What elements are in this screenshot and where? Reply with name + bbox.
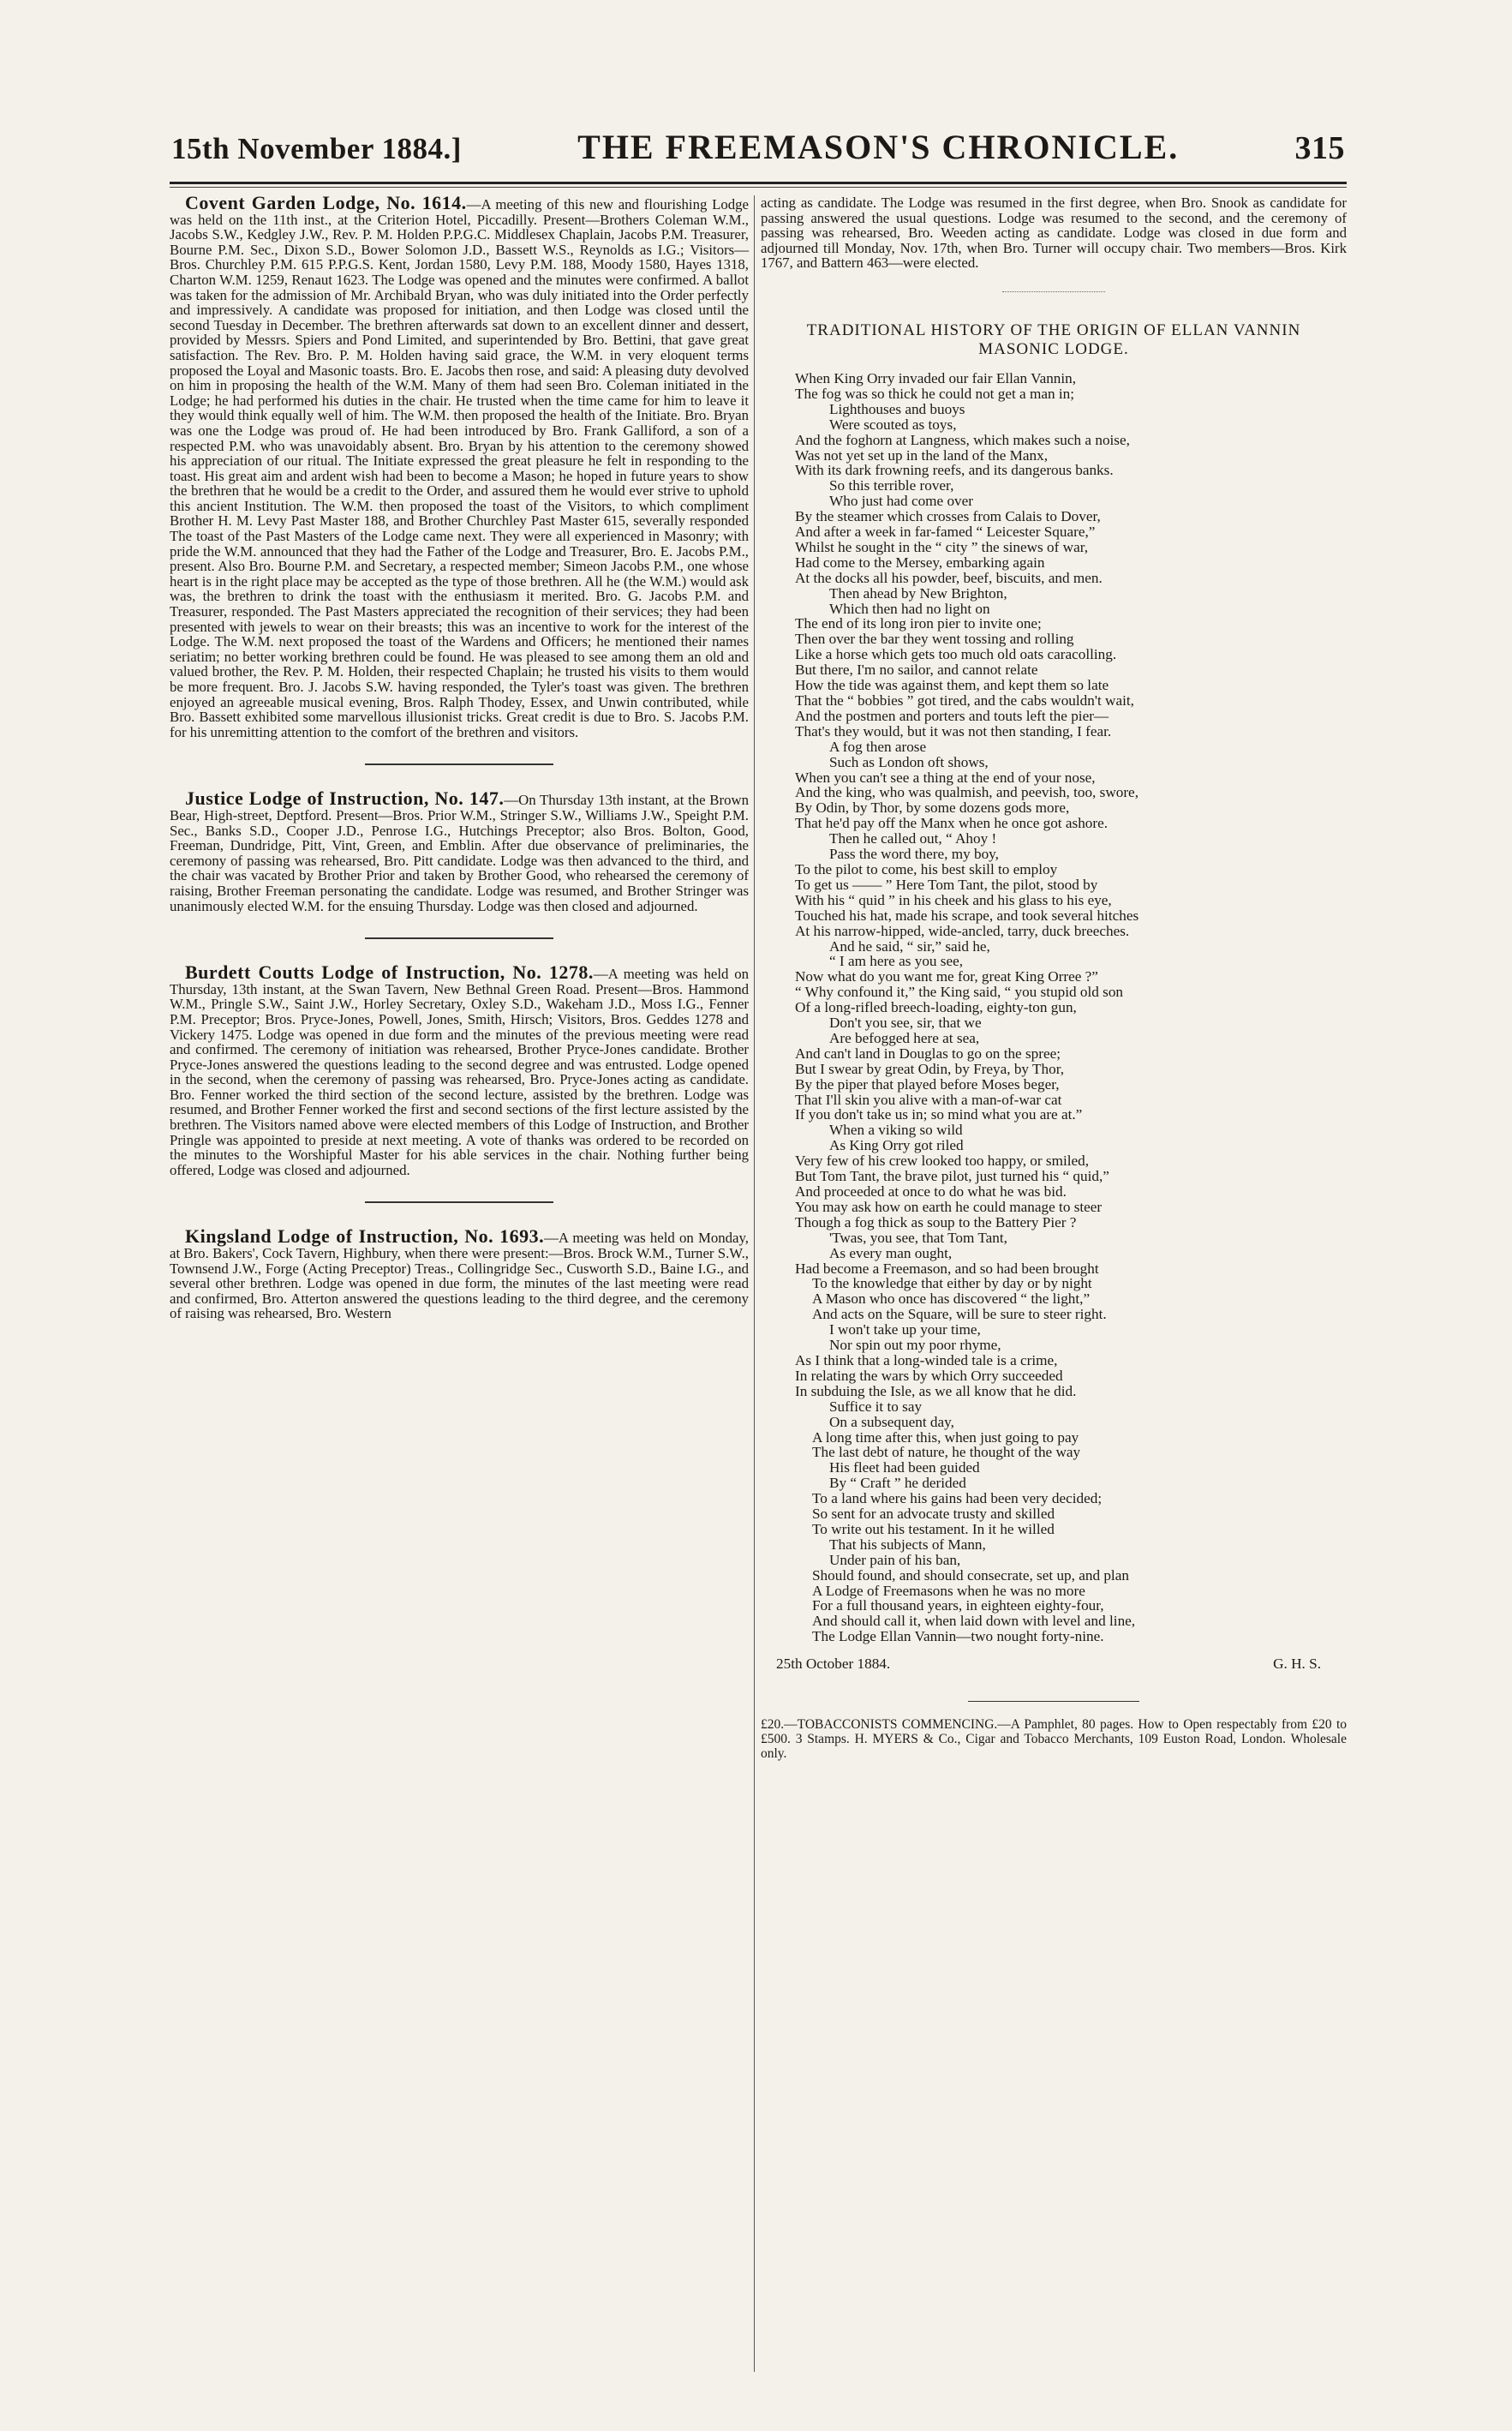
poem-line: Such as London oft shows, [829,753,989,770]
poem-line: Had become a Freemason, and so had been brought [795,1260,1099,1277]
poem-line: A Mason who once has discovered “ the light,” [812,1290,1091,1308]
poem-line: Though a fog thick as soup to the Battery Pier ? [795,1213,1077,1230]
masthead-rule [170,182,1347,184]
poem-line: As King Orry got riled [829,1137,964,1154]
poem-line: Then he called out, “ Ahoy ! [829,830,997,847]
poem-line: The last debt of nature, he thought of the way [812,1444,1081,1461]
article-body: acting as candidate. The Lodge was resumed in the first degree, when Bro. Snook as candidate for passing answered the usual questions. Lodge was resumed to the second, and the ceremony of passing was rehearsed, Bro. Weeden acting as candidate. Lodge was closed in due form and adjourned till Monday, Nov. 17th, when Bro. Turner will occupy chair. Two members—Bros. Kirk 1767, and Battern 463—were elected. [761,195,1347,272]
poem-line: Under pain of his ban, [829,1551,961,1568]
poem-line: That the “ bobbies ” got tired, and the cabs wouldn't wait, [795,692,1134,709]
masthead [171,127,1345,175]
poem-line: But there, I'm no sailor, and cannot relate [795,662,1038,679]
poem-line: “ I am here as you see, [829,953,964,970]
poem-line: Don't you see, sir, that we [829,1015,982,1032]
poem-line: When a viking so wild [829,1122,963,1139]
left-column [170,192,749,1322]
publication-title: THE FREEMASON'S CHRONICLE. [577,128,1180,166]
poem-line: And proceeded at once to do what he was bid. [795,1183,1067,1200]
poem-line: That's they would, but it was not then standing, I fear. [795,722,1112,739]
poem-line: On a subsequent day, [829,1413,954,1430]
article-burdett-coutts [170,961,749,1178]
article-body: —A meeting of this new and flourishing Lodge was held on the 11th inst., at the Criterion Hotel, Piccadilly. Present—Brothers Coleman W.M., Jacobs S.W., Kedgley J.W., Rev. P. M. Holden P.P.G.C. Middlesex Chaplain, Jacobs P.M. Treasurer, Bourne P.M. Sec., Dixon S.D., Bower Solomon J.D., Bassett W.S., Reynolds as I.G.; Visitors—Bros. Churchley P.M. 615 P.P.G.S. Kent, Jordan 1580, Levy P.M. 188, Moody 1580, Hayes 1318, Charton W.M. 1259, Renaut 1623. The Lodge was opened and the minutes were confirmed. A ballot was taken for the admission of Mr. Archibald Bryan, who was duly initiated into the Order perfectly and impressively. A candidate was proposed for initiation, and then Lodge was closed until the second Tuesday in December. The brethren afterwards sat down to an excellent dinner and dessert, provided by Messrs. Spiers and Pond Limited, and superintended by Bro. Bettini, that gave great satisfaction. The Rev. Bro. P. M. Holden having said grace, the W.M. in very eloquent terms proposed the Loyal and Masonic toasts. Bro. E. Jacobs then rose, and said: A pleasing duty devolved on him in proposing the health of the W.M. Many of them had seen Bro. Coleman initiated in the Lodge; he had performed his duties in the chair. He trusted when the time came for him to leave it they would think equally well of him. The W.M. then proposed the health of the Initiate. Bro. Bryan was one the Lodge was proud of. He had been introduced by Bro. Frank Galliford, a son of a respected P.M. who was unavoidably absent. Bro. Bryan by his attention to the ceremony showed his appreciation of our ritual. The Initiate expressed the great pleasure he felt in responding to the toast. His great aim and ardent wish had been to become a Mason; he hoped in future years to show the brethren that he would be a credit to the Order, and assured them he would ever strive to uphold this ancient Institution. The W.M. then proposed the toast of the Visitors, to which compliment Brother H. M. Levy Past Master 188, and Brother Churchley Past Master 615, severally responded The toast of the Past Masters of the Lodge came next. They were all experienced in Masonry; with pride the W.M. announced that they had the Father of the Lodge and Treasurer, Bro. E. Jacobs P.M., present. Also Bro. Bourne P.M. and Secretary, a respected member; Simeon Jacobs P.M., one whose heart is in the right place may be accepted as the type of those brethren. All he (the W.M.) would ask was, the brethren to drink the toast with the enthusiasm it merited. Bro. G. Jacobs P.M. and Treasurer, responded. The Past Masters appreciated the recognition of their services; they had been presented with jewels to wear on their breasts; this was an incentive to work for the interest of the Lodge. The W.M. next proposed the toast of the Wardens and Officers; he mentioned their names seriatim; no better working brethren could be found. He was pleased to see among them an old and valued brother, the Rev. P. M. Holden, their respected Chaplain; he trusted his visits to them would be more frequent. Bro. J. Jacobs S.W. having responded, the Tyler's toast was given. The brethren enjoyed an agreeable musical evening, Bros. Ralph Thodey, Essex, and Unwin contributed, while Bro. Bassett exhibited some marvellous illusionist tricks. Great credit is due to Bro. S. Jacobs P.M. for his unremitting attention to the comfort of the brethren and visitors. [170,196,749,740]
poem-line: The Lodge Ellan Vannin—two nought forty-nine. [812,1628,1104,1645]
poem-line: Which then had no light on [829,600,990,617]
poem-line: And the king, who was qualmish, and peevish, too, swore, [795,784,1138,801]
page-number: 315 [1294,130,1345,166]
poem-line: To the pilot to come, his best skill to employ [795,860,1058,877]
poem-title: TRADITIONAL HISTORY OF THE ORIGIN OF ELLAN VANNIN MASONIC LODGE. [806,320,1301,358]
poem-line: For a full thousand years, in eighteen eighty-four, [812,1597,1104,1614]
section-divider [365,763,553,765]
article-headline: Kingsland Lodge of Instruction, No. 1693. [185,1225,545,1248]
poem-signoff [776,1656,1321,1672]
poem-line: So sent for an advocate trusty and skilled [812,1506,1055,1523]
poem-line: That his subjects of Mann, [829,1536,986,1553]
article-headline: Burdett Coutts Lodge of Instruction, No. 1278. [185,961,594,984]
poem-line: At his narrow-hipped, wide-ancled, tarry, duck breeches. [795,922,1130,939]
poem-line: To the knowledge that either by day or by night [812,1275,1092,1292]
section-divider [365,1201,553,1203]
poem-line: How the tide was against them, and kept them so late [795,677,1109,694]
poem-line: But I swear by great Odin, by Freya, by Thor, [795,1060,1065,1077]
poem-line: A long time after this, when just going to pay [812,1428,1079,1446]
poem-line: So this terrible rover, [829,477,954,494]
article-kingsland-continued [761,195,1347,271]
poem-line: 'Twas, you see, that Tom Tant, [829,1229,1007,1246]
poem-line: With his “ quid ” in his cheek and his glass to his eye, [795,891,1112,908]
poem-line: At the docks all his powder, beef, biscuits, and men. [795,569,1103,586]
poem-line: Should found, and should consecrate, set up, and plan [812,1566,1129,1584]
poem-date: 25th October 1884. [776,1656,891,1673]
poem-line: “ Why confound it,” the King said, “ you stupid old son [795,984,1124,1001]
poem-line: Whilst he sought in the “ city ” the sinews of war, [795,538,1089,555]
poem-line: As I think that a long-winded tale is a crime, [795,1351,1058,1368]
poem-line: By the piper that played before Moses beger, [795,1075,1060,1093]
section-divider [1002,291,1105,292]
poem-line: Lighthouses and buoys [829,400,965,417]
poem-line: By the steamer which crosses from Calais to Dover, [795,508,1101,525]
poem-line: And the postmen and porters and touts left the pier— [795,707,1109,724]
poem-line: Had come to the Mersey, embarking again [795,554,1045,571]
article-headline: Justice Lodge of Instruction, No. 147. [185,787,505,810]
column-divider [754,195,755,2372]
article-headline: Covent Garden Lodge, No. 1614. [185,192,467,213]
poem-line: And he said, “ sir,” said he, [829,937,990,955]
article-kingsland [170,1225,749,1322]
masthead-rule-thin [170,187,1347,188]
poem-line: When you can't see a thing at the end of your nose, [795,769,1096,786]
poem-line: In subduing the Isle, as we all know that he did. [795,1382,1077,1399]
poem-line: Nor spin out my poor rhyme, [829,1337,1001,1354]
poem-line: And should call it, when laid down with level and line, [812,1613,1136,1630]
poem-line: By “ Craft ” he derided [829,1475,966,1492]
poem-line: That I'll skin you alive with a man-of-war cat [795,1091,1062,1108]
poem-line: Pass the word there, my boy, [829,846,999,863]
poem-line: The fog was so thick he could not get a man in; [795,385,1075,402]
article-body: —A meeting was held on Monday, at Bro. Bakers', Cock Tavern, Highbury, when there were present:—Bros. Brock W.M., Turner S.W., Townsend J.W., Forge (Acting Preceptor) Treas., Collingridge Sec., Cusworth S.D., Baine I.G., and several other brethren. Lodge was opened in due form, the minutes of the last meeting were read and confirmed, Bro. Atterton answered the questions leading to the third degree, and the ceremony of raising was rehearsed, Bro. Western [170,1230,749,1322]
poem-line: And can't land in Douglas to go on the spree; [795,1045,1061,1062]
poem-line: Were scouted as toys, [829,416,957,433]
article-body: —A meeting was held on Thursday, 13th instant, at the Swan Tavern, New Bethnal Green Road. Present—Bros. Hammond W.M., Pringle S.W., Saint J.W., Horley Secretary, Oxley S.D., Wakeham J.D., Moss I.G., Fenner P.M. Preceptor; Bros. Pryce-Jones, Powell, Jones, Smith, Hirsch; Visitors, Bros. Geddes 1278 and Vickery 1475. Lodge was opened in due form and the minutes of the previous meeting were read and confirmed. The ceremony of initiation was rehearsed, Brother Pryce-Jones candidate. Brother Pryce-Jones answered the questions leading to the second degree and was entrusted. Lodge opened in the second, when the ceremony of passing was rehearsed, Bro. Pryce-Jones acting as candidate. Bro. Fenner worked the third section of the second lecture, assisted by the brethren. Lodge was resumed, and Brother Fenner worked the first and second sections of the first lecture assisted by the brethren. The Visitors named above were elected members of this Lodge of Instruction, and Brother Pringle was appointed to preside at next meeting. A vote of thanks was ordered to be recorded on the minutes to the Worshipful Master for his able services in the chair. Nothing further being offered, Lodge was closed and adjourned. [170,966,749,1178]
poem-line: To write out his testament. In it he willed [812,1520,1055,1537]
poem-line: Now what do you want me for, great King Orree ?” [795,968,1098,985]
poem-line: And after a week in far-famed “ Leicester Square,” [795,524,1096,541]
poem-line: Who just had come over [829,493,974,510]
poem-line: And the foghorn at Langness, which makes such a noise, [795,431,1130,448]
section-divider [365,937,553,939]
article-body: —On Thursday 13th instant, at the Brown Bear, High-street, Deptford. Present—Bros. Prior W.M., Stringer S.W., Williams J.W., Speight P.M. Sec., Banks S.D., Cooper J.D., Penrose I.G., Hutchings Preceptor; also Bros. Bolton, Good, Freeman, Dundridge, Pitt, Vint, Green, and Emblin. After due observance of preliminaries, the ceremony of passing was rehearsed, Bro. Pitt candidate. Lodge was then advanced to the third, and the chair was vacated by Brother Prior and taken by Brother Good, who rehearsed the ceremony of raising, Brother Freeman personating the candidate. Lodge was resumed, and Brother Stringer was unanimously elected W.M. for the ensuing Thursday. Lodge was then closed and adjourned. [170,792,749,914]
poem-line: In relating the wars by which Orry succeeded [795,1367,1063,1384]
right-column [761,195,1347,1761]
poem-signature: G. H. S. [1273,1656,1321,1673]
poem-line: Touched his hat, made his scrape, and took several hitches [795,907,1139,924]
issue-date: 15th November 1884.] [171,132,462,165]
poem-line: Of a long-rifled breech-loading, eighty-ton gun, [795,999,1077,1016]
poem-line: A Lodge of Freemasons when he was no more [812,1582,1085,1599]
poem-line: The end of its long iron pier to invite one; [795,615,1042,632]
poem-line: And acts on the Square, will be sure to steer right. [812,1306,1107,1323]
poem-line: Like a horse which gets too much old oats caracolling. [795,646,1117,663]
section-divider [968,1701,1139,1702]
poem-line: A fog then arose [829,738,927,755]
article-justice-lodge [170,787,749,914]
poem-line: You may ask how on earth he could manage to steer [795,1198,1103,1215]
article-covent-garden [170,192,749,740]
poem-line: I won't take up your time, [829,1321,981,1338]
poem-body [795,371,1347,1644]
poem-line: But Tom Tant, the brave pilot, just turned his “ quid,” [795,1168,1109,1185]
poem-line: Then ahead by New Brighton, [829,584,1007,602]
poem-line: Very few of his crew looked too happy, or smiled, [795,1153,1090,1170]
poem-line: With its dark frowning reefs, and its dangerous banks. [795,462,1114,479]
poem-line: His fleet had been guided [829,1459,980,1476]
poem-line: By Odin, by Thor, by some dozens gods more, [795,799,1070,817]
poem-line: Then over the bar they went tossing and rolling [795,631,1074,648]
poem-line: To a land where his gains had been very decided; [812,1490,1103,1507]
poem-line: Are befogged here at sea, [829,1029,980,1046]
poem-line: If you don't take us in; so mind what you are at.” [795,1106,1083,1123]
poem-line: Suffice it to say [829,1398,923,1415]
poem-line: As every man ought, [829,1244,953,1261]
poem-line: That he'd pay off the Manx when he once got ashore. [795,815,1109,832]
poem-line: Was not yet set up in the land of the Manx, [795,446,1049,464]
poem-line: When King Orry invaded our fair Ellan Vannin, [795,369,1077,386]
advertisement: £20.—TOBACCONISTS COMMENCING.—A Pamphlet, 80 pages. How to Open respectably from £20 to £500. 3 Stamps. H. MYERS & Co., Cigar and Tobacco Merchants, 109 Euston Road, London. Wholesale only. [761,1716,1347,1761]
poem-line: To get us —— ” Here Tom Tant, the pilot, stood by [795,876,1098,893]
